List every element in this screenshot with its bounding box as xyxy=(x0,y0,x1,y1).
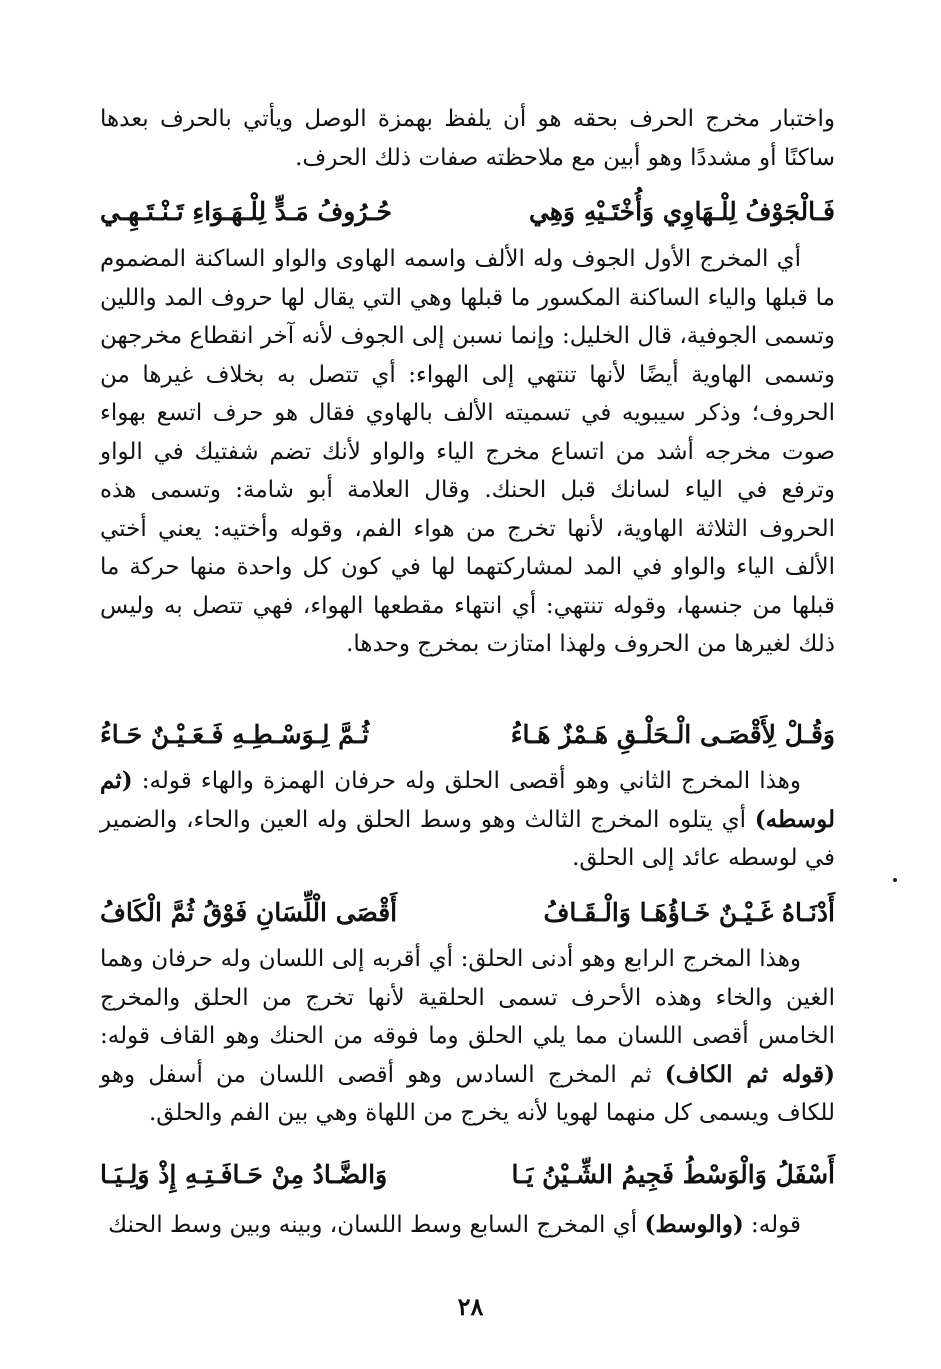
verse-1 xyxy=(100,197,835,237)
commentary-3-part-1: وهذا المخرج الرابع وهو أدنى الحلق: أي أقربه إلى اللسان وله حرفان وهما الغين والخاء وهذه الأحرف تسمى الحلقية لأنها تخرج من الحلق والمخرج الخامس أقصى اللسان مما يلي الحلق وما فوقه من الحنك وهو القاف قوله: xyxy=(100,946,835,1049)
commentary-3 xyxy=(100,940,835,1133)
commentary-4-text xyxy=(100,1206,835,1245)
commentary-4 xyxy=(100,1206,835,1245)
verse-4-second-hemistich: وَالضَّـادُ مِنْ حَـافَـتِـهِ إِذْ وَلِـيَـا xyxy=(100,1160,388,1189)
intro-text: واختبار مخرج الحرف بحقه هو أن يلفظ بهمزة الوصل ويأتي بالحرف بعدها ساكنًا أو مشددًا وهو أبين مع ملاحظته صفات ذلك الحرف. xyxy=(100,106,835,171)
page-number: ٢٨ xyxy=(457,1292,484,1321)
commentary-3-quote: (قوله ثم الكاف) xyxy=(664,1060,835,1088)
commentary-2-part-2: أي يتلوه المخرج الثالث وهو وسط الحلق وله العين والحاء، والضمير في لوسطه عائد إلى الحلق. xyxy=(100,806,835,871)
commentary-2-part-1: وهذا المخرج الثاني وهو أقصى الحلق وله حرفان الهمزة والهاء قوله: xyxy=(132,768,801,794)
verse-4 xyxy=(100,1160,835,1200)
verse-2-second-hemistich: ثُـمَّ لِـوَسْـطِـهِ فَـعَـيْـنٌ حَـاءُ xyxy=(100,720,370,749)
verse-1-second-hemistich: حُـرُوفُ مَـدٍّ لِلْـهَـوَاءِ تَـنْـتَـهِـي xyxy=(100,197,392,226)
commentary-3-part-2: ثم المخرج السادس وهو أقصى اللسان من أسفل وهو للكاف ويسمى كل منهما لهويا لأنه يخرج من اللهاة وهي بين الفم والحلق. xyxy=(100,1061,835,1126)
commentary-4-quote: (والوسط) xyxy=(644,1211,744,1238)
commentary-4-part-2: أي المخرج السابع وسط اللسان، وبينه وبين وسط الحنك xyxy=(108,1212,645,1238)
verse-1-first-hemistich: فَـالْجَوْفُ لِلْـهَاوِي وَأُخْتَـيْهِ وَهِي xyxy=(529,197,835,226)
verse-2 xyxy=(100,720,835,760)
margin-mark xyxy=(893,878,897,882)
commentary-1 xyxy=(100,240,835,664)
commentary-1-text: أي المخرج الأول الجوف وله الألف واسمه الهاوى والواو الساكنة المضموم ما قبلها والياء الساكنة المكسور ما قبلها وهي التي يقال لها حروف المد واللين وتسمى الجوفية، قال الخليل: وإنما نسبن إلى الجوف لأنه آخر انقطاع مخرجهن وتسمى الهاوية أيضًا لأنها تنتهي إلى الهواء: أي تتصل به بخلاف غيرها من الحروف؛ وذكر سيبويه في تسميته الألف بالهاوي فقال هو حرف اتسع بهواء صوت مخرجه أشد من اتساع مخرج الياء والواو لأنك تضم شفتيك في الواو وترفع في الياء لسانك قبل الحنك. وقال العلامة أبو شامة: وتسمى هذه الحروف الثلاثة الهاوية، لأنها تخرج من هواء الفم، وقوله وأختيه: يعني أختي الألف الياء والواو في المد لمشاركتهما لها في كون كل واحدة منها حركة ما قبلها من جنسها، وقوله تنتهي: أي انتهاء مقطعها الهواء، فهي تتصل به وليس ذلك لغيرها من الحروف ولهذا امتازت بمخرج وحدها. xyxy=(100,246,835,657)
verse-3-second-hemistich: أَقْصَى الْلِّسَانِ فَوْقُ ثُمَّ الْكَافُ xyxy=(100,898,398,927)
verse-4-first-hemistich: أَسْفَلُ وَالْوَسْطُ فَجِيمُ الشِّـيْنُ يَـا xyxy=(511,1160,835,1189)
commentary-3-text xyxy=(100,940,835,1133)
verse-3-first-hemistich: أَدْنَـاهُ غَـيْـنٌ خَـاؤُهَـا وَالْـقَـافُ xyxy=(543,898,835,927)
intro-paragraph xyxy=(100,100,835,177)
verse-3 xyxy=(100,898,835,938)
commentary-2 xyxy=(100,762,835,878)
commentary-2-quote: (ثم لوسطه) xyxy=(100,767,835,833)
commentary-4-part-1: قوله: xyxy=(743,1212,801,1238)
commentary-2-text xyxy=(100,762,835,878)
verse-2-first-hemistich: وَقُـلْ لِأَقْصَـى الْـحَلْـقِ هَـمْزٌ هَـاءُ xyxy=(510,720,835,749)
